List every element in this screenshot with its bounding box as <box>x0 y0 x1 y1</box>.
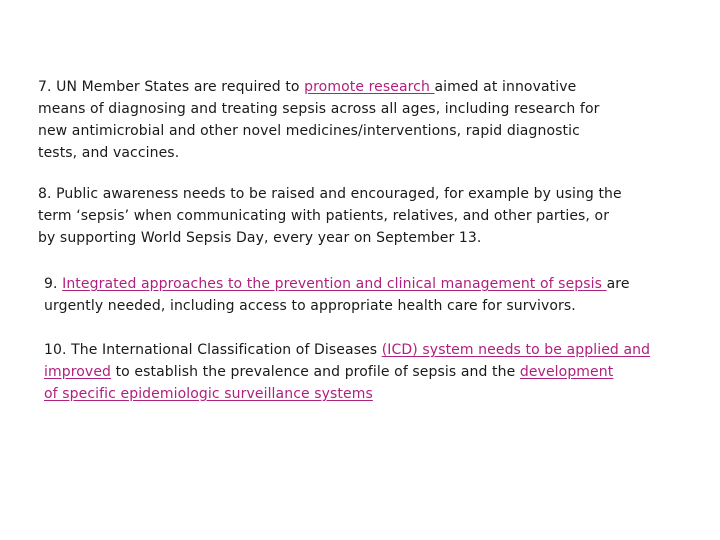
paragraph-8 <box>38 183 622 249</box>
icd-system-link[interactable]: (ICD) system needs to be applied and <box>381 342 651 358</box>
paragraph-10-line-3 <box>44 383 650 405</box>
paragraph-8-line-1: 8. Public awareness needs to be raised and encouraged, for example by using the <box>38 186 622 202</box>
paragraph-7-line-3: new antimicrobial and other novel medicines/interventions, rapid diagnostic <box>38 123 580 139</box>
promote-research-link[interactable]: promote research <box>304 79 435 95</box>
paragraph-7 <box>38 76 599 164</box>
paragraph-10-line-2 <box>44 361 650 383</box>
paragraph-10 <box>44 339 650 405</box>
text-run: 9. <box>44 276 63 292</box>
paragraph-9 <box>44 273 630 317</box>
paragraph-8-line-2: term ‘sepsis’ when communicating with patients, relatives, and other parties, or <box>38 208 610 224</box>
text-run: are <box>606 276 630 292</box>
text-run: 10. The International Classification of Diseases <box>44 342 382 358</box>
text-run: to establish the prevalence and profile of sepsis and the <box>111 364 520 380</box>
paragraph-8-line-3: by supporting World Sepsis Day, every year on September 13. <box>38 230 482 246</box>
paragraph-7-line-1 <box>38 76 599 98</box>
improved-link[interactable]: improved <box>44 364 112 380</box>
development-link[interactable]: development <box>519 364 614 380</box>
surveillance-systems-link[interactable]: of specific epidemiologic surveillance systems <box>44 386 373 402</box>
text-run: aimed at innovative <box>434 79 577 95</box>
paragraph-7-line-4: tests, and vaccines. <box>38 145 180 161</box>
integrated-approaches-link[interactable]: Integrated approaches to the prevention and clinical management of sepsis <box>62 276 607 292</box>
paragraph-9-line-2: urgently needed, including access to appropriate health care for survivors. <box>44 298 576 314</box>
text-run: 7. UN Member States are required to <box>38 79 305 95</box>
paragraph-9-line-1 <box>44 273 630 295</box>
paragraph-10-line-1 <box>44 339 650 361</box>
paragraph-7-line-2: means of diagnosing and treating sepsis across all ages, including research for <box>38 101 600 117</box>
